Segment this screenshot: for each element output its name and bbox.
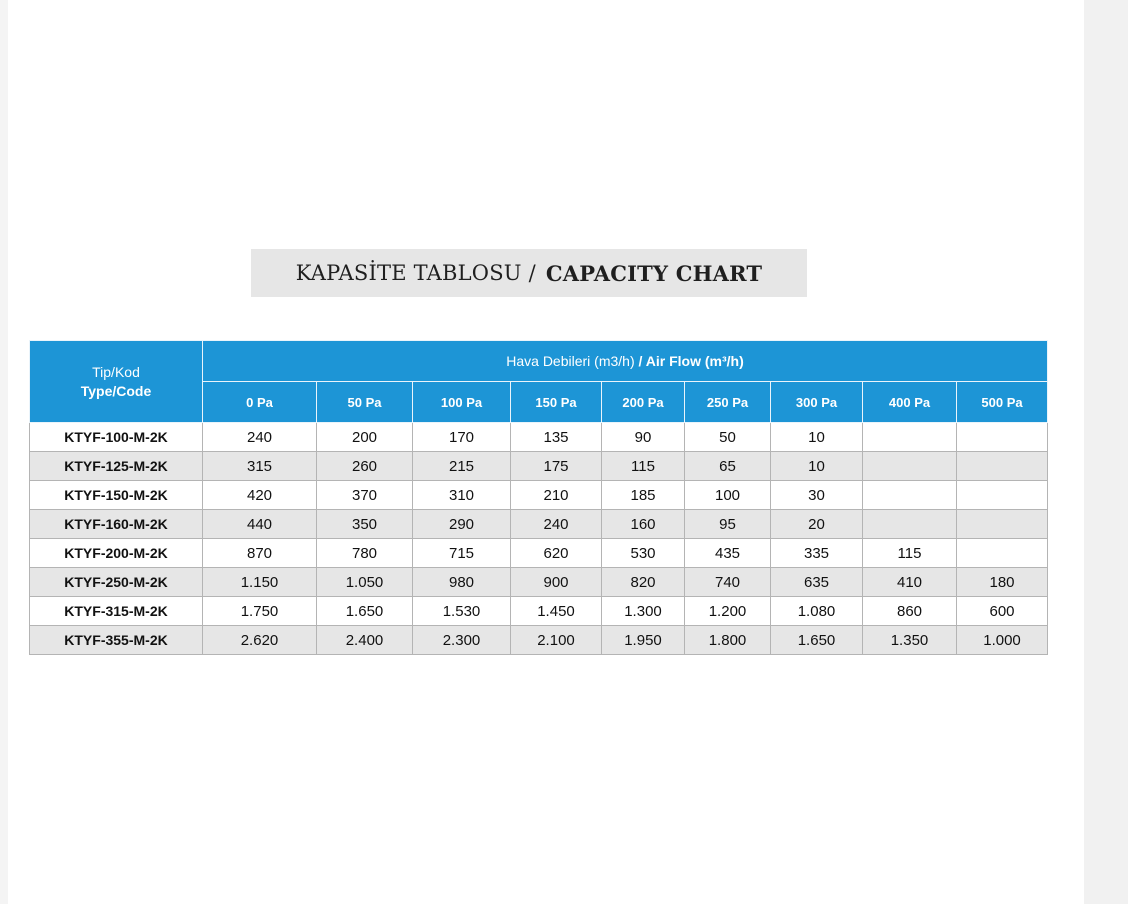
table-row	[30, 510, 1048, 539]
airflow-value-cell: 185	[602, 481, 685, 510]
airflow-value-cell: 310	[413, 481, 511, 510]
pressure-column-header: 500 Pa	[957, 382, 1048, 423]
airflow-value-cell: 50	[685, 423, 771, 452]
airflow-value-cell: 175	[511, 452, 602, 481]
table-row	[30, 568, 1048, 597]
airflow-value-cell: 530	[602, 539, 685, 568]
type-code-cell: KTYF-100-M-2K	[30, 423, 203, 452]
airflow-value-cell: 1.650	[771, 626, 863, 655]
pressure-column-header: 250 Pa	[685, 382, 771, 423]
airflow-value-cell: 370	[317, 481, 413, 510]
airflow-value-cell: 1.950	[602, 626, 685, 655]
airflow-value-cell: 980	[413, 568, 511, 597]
pressure-column-header: 0 Pa	[203, 382, 317, 423]
airflow-value-cell: 170	[413, 423, 511, 452]
airflow-value-cell: 115	[602, 452, 685, 481]
airflow-value-cell: 10	[771, 423, 863, 452]
airflow-value-cell: 1.300	[602, 597, 685, 626]
airflow-value-cell: 20	[771, 510, 863, 539]
airflow-value-cell: 1.050	[317, 568, 413, 597]
airflow-value-cell: 1.450	[511, 597, 602, 626]
table-row	[30, 626, 1048, 655]
airflow-value-cell: 635	[771, 568, 863, 597]
airflow-value-cell: 900	[511, 568, 602, 597]
airflow-value-cell: 30	[771, 481, 863, 510]
air-flow-group-header	[203, 341, 1048, 382]
airflow-value-cell: 740	[685, 568, 771, 597]
airflow-value-cell: 2.400	[317, 626, 413, 655]
airflow-value-cell: 1.530	[413, 597, 511, 626]
airflow-value-cell: 780	[317, 539, 413, 568]
airflow-value-cell: 290	[413, 510, 511, 539]
pressure-column-header: 150 Pa	[511, 382, 602, 423]
type-code-cell: KTYF-355-M-2K	[30, 626, 203, 655]
airflow-value-cell: 240	[203, 423, 317, 452]
type-code-cell: KTYF-150-M-2K	[30, 481, 203, 510]
airflow-value-cell: 1.750	[203, 597, 317, 626]
airflow-value-cell: 420	[203, 481, 317, 510]
airflow-value-cell	[957, 510, 1048, 539]
table-row	[30, 481, 1048, 510]
air-flow-header-en: / Air Flow (m³/h)	[638, 353, 744, 369]
right-gutter	[1084, 0, 1128, 904]
airflow-value-cell: 210	[511, 481, 602, 510]
pressure-column-header: 100 Pa	[413, 382, 511, 423]
pressure-column-header: 50 Pa	[317, 382, 413, 423]
pressure-column-header: 200 Pa	[602, 382, 685, 423]
airflow-value-cell: 180	[957, 568, 1048, 597]
airflow-value-cell: 350	[317, 510, 413, 539]
header-row-group	[30, 341, 1048, 382]
airflow-value-cell: 410	[863, 568, 957, 597]
airflow-value-cell: 2.300	[413, 626, 511, 655]
airflow-value-cell: 1.150	[203, 568, 317, 597]
type-header-en: Type/Code	[80, 382, 152, 399]
pressure-column-header: 400 Pa	[863, 382, 957, 423]
airflow-value-cell: 1.080	[771, 597, 863, 626]
table-row	[30, 539, 1048, 568]
airflow-value-cell: 115	[863, 539, 957, 568]
airflow-value-cell	[863, 510, 957, 539]
table-row	[30, 452, 1048, 481]
airflow-value-cell: 315	[203, 452, 317, 481]
airflow-value-cell: 335	[771, 539, 863, 568]
airflow-value-cell: 715	[413, 539, 511, 568]
airflow-value-cell: 435	[685, 539, 771, 568]
airflow-value-cell: 200	[317, 423, 413, 452]
airflow-value-cell: 2.100	[511, 626, 602, 655]
type-code-header	[30, 341, 203, 423]
airflow-value-cell	[957, 481, 1048, 510]
airflow-value-cell	[863, 452, 957, 481]
type-code-cell: KTYF-200-M-2K	[30, 539, 203, 568]
airflow-value-cell: 95	[685, 510, 771, 539]
airflow-value-cell: 820	[602, 568, 685, 597]
type-code-cell: KTYF-160-M-2K	[30, 510, 203, 539]
airflow-value-cell	[957, 539, 1048, 568]
airflow-value-cell: 440	[203, 510, 317, 539]
airflow-value-cell	[957, 452, 1048, 481]
airflow-value-cell	[863, 481, 957, 510]
airflow-value-cell: 860	[863, 597, 957, 626]
type-header-tr: Tip/Kod	[92, 363, 140, 380]
capacity-table	[29, 340, 1048, 655]
table-row	[30, 423, 1048, 452]
type-code-cell: KTYF-125-M-2K	[30, 452, 203, 481]
title-english: CAPACITY CHART	[545, 260, 763, 286]
airflow-value-cell: 1.350	[863, 626, 957, 655]
airflow-value-cell: 1.650	[317, 597, 413, 626]
title-turkish: KAPASİTE TABLOSU /	[295, 261, 536, 285]
airflow-value-cell: 160	[602, 510, 685, 539]
airflow-value-cell: 620	[511, 539, 602, 568]
table-title	[251, 249, 807, 297]
airflow-value-cell: 260	[317, 452, 413, 481]
airflow-value-cell: 1.000	[957, 626, 1048, 655]
pressure-column-header: 300 Pa	[771, 382, 863, 423]
airflow-value-cell: 90	[602, 423, 685, 452]
air-flow-header-tr: Hava Debileri (m3/h)	[506, 353, 639, 369]
airflow-value-cell: 1.200	[685, 597, 771, 626]
airflow-value-cell	[863, 423, 957, 452]
table-row	[30, 597, 1048, 626]
airflow-value-cell: 10	[771, 452, 863, 481]
airflow-value-cell: 600	[957, 597, 1048, 626]
airflow-value-cell: 65	[685, 452, 771, 481]
left-edge-strip	[0, 0, 8, 904]
airflow-value-cell: 2.620	[203, 626, 317, 655]
table-body	[30, 423, 1048, 655]
airflow-value-cell: 870	[203, 539, 317, 568]
type-code-cell: KTYF-250-M-2K	[30, 568, 203, 597]
airflow-value-cell: 240	[511, 510, 602, 539]
airflow-value-cell: 1.800	[685, 626, 771, 655]
type-code-cell: KTYF-315-M-2K	[30, 597, 203, 626]
airflow-value-cell	[957, 423, 1048, 452]
airflow-value-cell: 215	[413, 452, 511, 481]
airflow-value-cell: 135	[511, 423, 602, 452]
airflow-value-cell: 100	[685, 481, 771, 510]
